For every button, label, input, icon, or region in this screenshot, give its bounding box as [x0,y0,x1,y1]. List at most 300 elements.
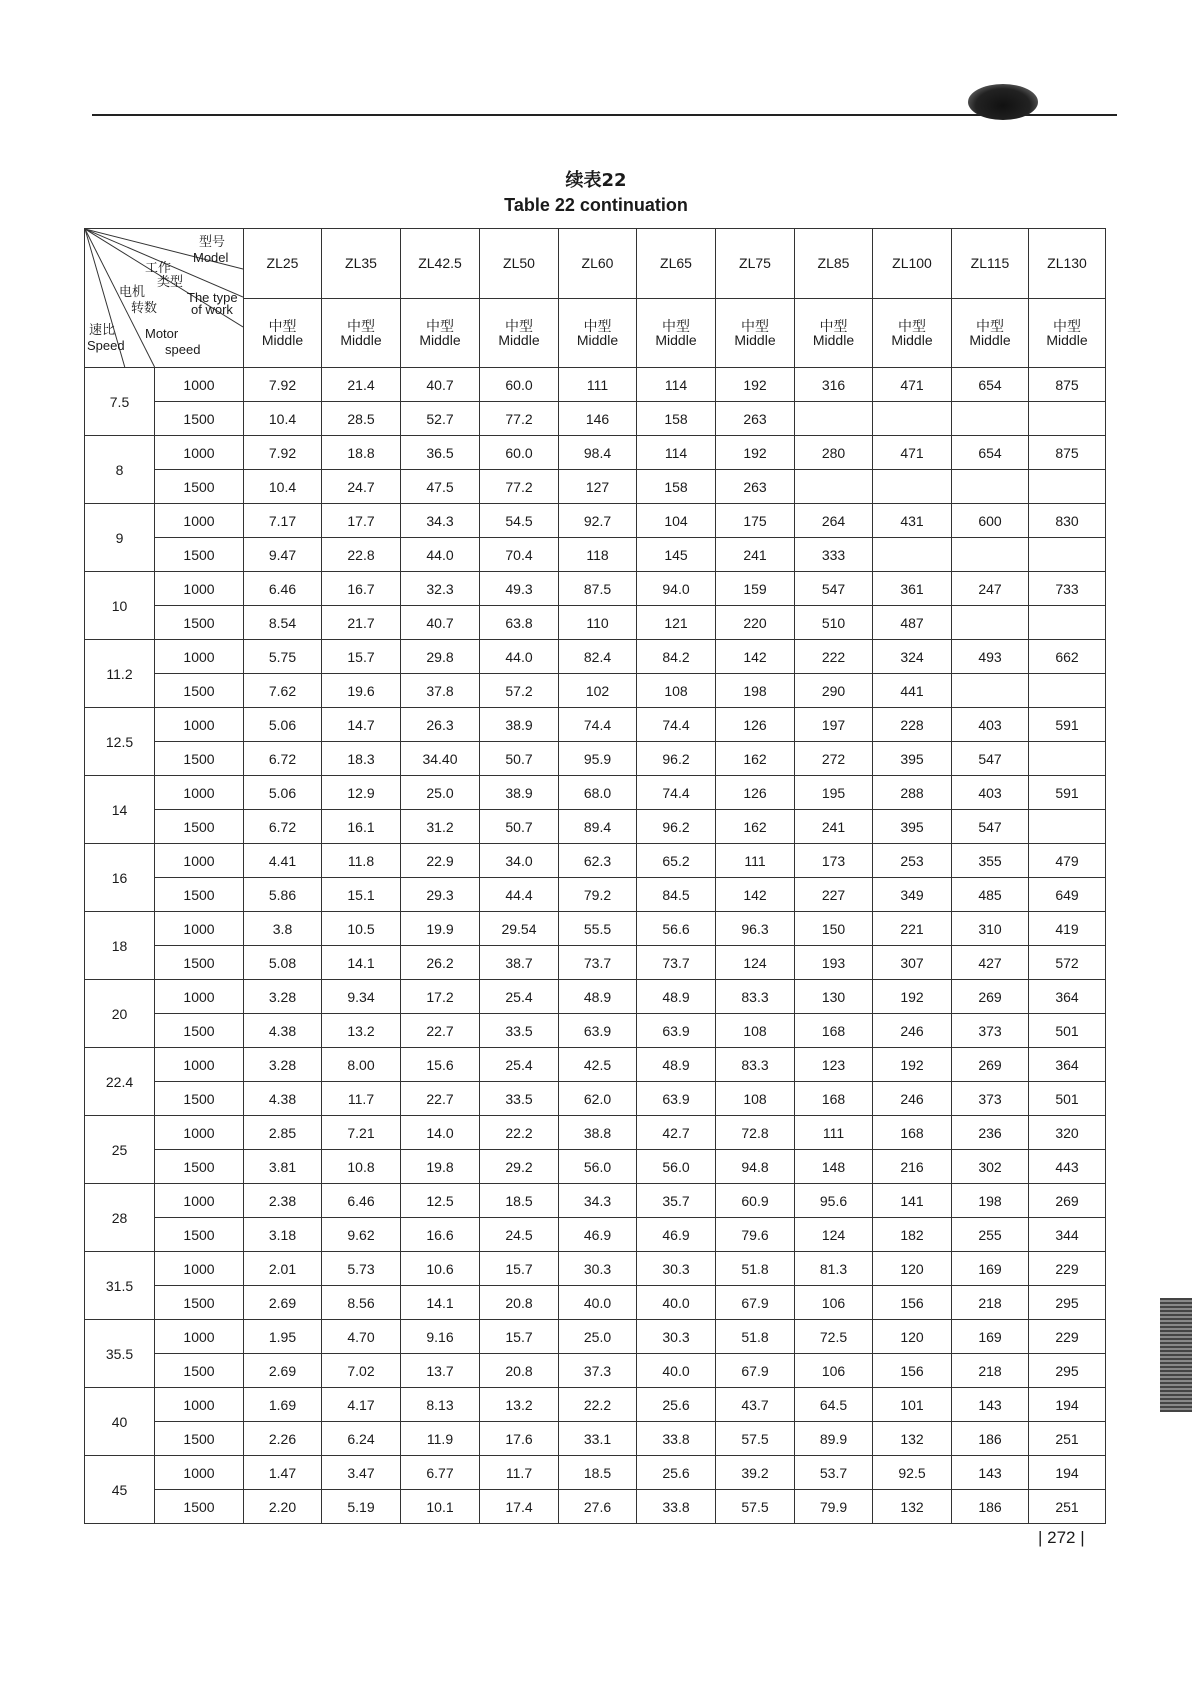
value-cell: 33.1 [559,1422,637,1456]
value-cell: 79.2 [559,878,637,912]
value-cell: 21.4 [322,368,401,402]
value-cell: 92.5 [873,1456,952,1490]
motor-speed-cell: 1000 [155,1456,244,1490]
value-cell: 13.2 [322,1014,401,1048]
value-cell: 120 [873,1320,952,1354]
value-cell: 222 [795,640,873,674]
value-cell: 7.02 [322,1354,401,1388]
table-row [85,606,1106,640]
value-cell: 5.73 [322,1252,401,1286]
value-cell [1029,674,1106,708]
value-cell: 83.3 [716,1048,795,1082]
value-cell: 73.7 [559,946,637,980]
model-header-7: ZL85 [795,229,873,299]
motor-speed-cell: 1500 [155,470,244,504]
table-row [85,572,1106,606]
value-cell: 733 [1029,572,1106,606]
value-cell: 2.26 [244,1422,322,1456]
value-cell: 3.28 [244,1048,322,1082]
value-cell: 2.01 [244,1252,322,1286]
value-cell: 72.8 [716,1116,795,1150]
type-cn: 中型 [347,317,375,334]
table-row [85,946,1106,980]
type-cn: 中型 [426,317,454,334]
value-cell: 198 [952,1184,1029,1218]
value-cell: 101 [873,1388,952,1422]
value-cell: 79.9 [795,1490,873,1524]
value-cell: 20.8 [480,1354,559,1388]
value-cell: 56.6 [637,912,716,946]
ratio-cell: 28 [85,1184,155,1252]
type-cn: 中型 [583,317,612,334]
value-cell: 5.75 [244,640,322,674]
value-cell: 269 [952,1048,1029,1082]
value-cell: 143 [952,1456,1029,1490]
value-cell: 126 [716,708,795,742]
value-cell: 485 [952,878,1029,912]
value-cell: 427 [952,946,1029,980]
value-cell: 264 [795,504,873,538]
value-cell: 30.3 [637,1320,716,1354]
value-cell: 29.54 [480,912,559,946]
value-cell: 65.2 [637,844,716,878]
value-cell: 108 [637,674,716,708]
header-logo-icon [968,84,1038,120]
value-cell: 13.2 [480,1388,559,1422]
value-cell: 30.3 [637,1252,716,1286]
value-cell: 263 [716,402,795,436]
value-cell: 47.5 [401,470,480,504]
table-row [85,1320,1106,1354]
ratio-cell: 11.2 [85,640,155,708]
value-cell: 21.7 [322,606,401,640]
value-cell: 501 [1029,1014,1106,1048]
motor-speed-cell: 1000 [155,1116,244,1150]
value-cell: 22.7 [401,1014,480,1048]
value-cell: 34.3 [401,504,480,538]
value-cell: 11.7 [322,1082,401,1116]
value-cell: 4.41 [244,844,322,878]
value-cell: 48.9 [559,980,637,1014]
value-cell: 114 [637,436,716,470]
model-header-0: ZL25 [244,229,322,299]
value-cell: 4.70 [322,1320,401,1354]
value-cell: 169 [952,1320,1029,1354]
value-cell: 9.16 [401,1320,480,1354]
value-cell: 62.0 [559,1082,637,1116]
value-cell [873,470,952,504]
value-cell [1029,402,1106,436]
value-cell: 53.7 [795,1456,873,1490]
value-cell: 16.1 [322,810,401,844]
value-cell: 79.6 [716,1218,795,1252]
value-cell: 5.19 [322,1490,401,1524]
value-cell: 6.72 [244,810,322,844]
page-number: | 272 | [1038,1528,1085,1547]
value-cell: 51.8 [716,1320,795,1354]
value-cell: 479 [1029,844,1106,878]
table-row [85,1286,1106,1320]
value-cell: 6.24 [322,1422,401,1456]
value-cell: 18.3 [322,742,401,776]
value-cell: 186 [952,1490,1029,1524]
value-cell: 5.06 [244,776,322,810]
motor-speed-cell: 1000 [155,1252,244,1286]
value-cell: 193 [795,946,873,980]
value-cell: 73.7 [637,946,716,980]
value-cell: 42.7 [637,1116,716,1150]
motor-speed-cell: 1000 [155,1048,244,1082]
value-cell: 132 [873,1490,952,1524]
value-cell: 111 [795,1116,873,1150]
value-cell: 1.95 [244,1320,322,1354]
value-cell: 57.5 [716,1422,795,1456]
value-cell [1029,810,1106,844]
value-cell: 124 [795,1218,873,1252]
value-cell: 18.8 [322,436,401,470]
value-cell: 361 [873,572,952,606]
value-cell: 84.5 [637,878,716,912]
motor-speed-cell: 1000 [155,1388,244,1422]
value-cell: 38.8 [559,1116,637,1150]
value-cell: 229 [1029,1320,1106,1354]
value-cell: 197 [795,708,873,742]
value-cell: 216 [873,1150,952,1184]
value-cell: 649 [1029,878,1106,912]
type-header-cell [1029,298,1106,368]
ratio-cell: 10 [85,572,155,640]
value-cell: 56.0 [637,1150,716,1184]
ratio-cell: 18 [85,912,155,980]
value-cell: 12.5 [401,1184,480,1218]
corner-motor-cn1: 电机 [119,284,146,299]
value-cell: 83.3 [716,980,795,1014]
table-row [85,1048,1106,1082]
type-cn: 中型 [505,317,533,334]
value-cell: 95.6 [795,1184,873,1218]
value-cell: 307 [873,946,952,980]
value-cell: 228 [873,708,952,742]
value-cell: 3.81 [244,1150,322,1184]
value-cell: 186 [952,1422,1029,1456]
value-cell: 194 [1029,1456,1106,1490]
type-en: Middle [498,331,540,348]
value-cell: 7.17 [244,504,322,538]
value-cell: 40.0 [559,1286,637,1320]
value-cell: 253 [873,844,952,878]
type-en: Middle [812,331,855,348]
motor-speed-cell: 1500 [155,1354,244,1388]
type-header-cell [244,298,322,368]
value-cell: 168 [795,1014,873,1048]
value-cell: 38.9 [480,776,559,810]
value-cell: 4.38 [244,1014,322,1048]
value-cell: 57.5 [716,1490,795,1524]
value-cell: 3.8 [244,912,322,946]
value-cell: 373 [952,1082,1029,1116]
value-cell: 8.56 [322,1286,401,1320]
value-cell: 7.62 [244,674,322,708]
value-cell: 493 [952,640,1029,674]
value-cell: 142 [716,640,795,674]
value-cell: 17.2 [401,980,480,1014]
value-cell: 110 [559,606,637,640]
model-header-9: ZL115 [952,229,1029,299]
value-cell: 419 [1029,912,1106,946]
table-row [85,1388,1106,1422]
data-table [84,228,1106,1524]
value-cell: 5.86 [244,878,322,912]
value-cell: 5.06 [244,708,322,742]
value-cell: 168 [873,1116,952,1150]
value-cell [1029,470,1106,504]
value-cell: 349 [873,878,952,912]
value-cell: 70.4 [480,538,559,572]
value-cell: 173 [795,844,873,878]
corner-type-en2: of work [191,302,233,317]
value-cell: 14.1 [322,946,401,980]
type-header-cell [480,298,559,368]
value-cell: 87.5 [559,572,637,606]
value-cell: 26.3 [401,708,480,742]
value-cell: 33.5 [480,1082,559,1116]
motor-speed-cell: 1000 [155,572,244,606]
value-cell: 263 [716,470,795,504]
value-cell: 57.2 [480,674,559,708]
value-cell: 16.6 [401,1218,480,1252]
table-row [85,368,1106,402]
table-row [85,436,1106,470]
value-cell: 875 [1029,368,1106,402]
value-cell: 272 [795,742,873,776]
corner-type-en1: The type [187,290,238,305]
value-cell: 431 [873,504,952,538]
value-cell: 1.47 [244,1456,322,1490]
table-row [85,776,1106,810]
ratio-cell: 40 [85,1388,155,1456]
value-cell: 487 [873,606,952,640]
model-header-8: ZL100 [873,229,952,299]
type-header-cell [401,298,480,368]
ratio-cell: 31.5 [85,1252,155,1320]
value-cell: 37.8 [401,674,480,708]
value-cell: 403 [952,776,1029,810]
value-cell: 2.69 [244,1286,322,1320]
value-cell: 18.5 [480,1184,559,1218]
title-chinese: 续表22 [565,170,627,191]
type-cn: 中型 [662,317,690,334]
value-cell: 169 [952,1252,1029,1286]
value-cell: 62.3 [559,844,637,878]
value-cell: 175 [716,504,795,538]
value-cell: 229 [1029,1252,1106,1286]
value-cell: 6.72 [244,742,322,776]
value-cell: 192 [716,368,795,402]
value-cell: 471 [873,368,952,402]
value-cell: 241 [795,810,873,844]
value-cell: 194 [1029,1388,1106,1422]
type-cn: 中型 [898,317,926,334]
value-cell: 218 [952,1354,1029,1388]
value-cell: 32.3 [401,572,480,606]
value-cell: 145 [637,538,716,572]
value-cell: 55.5 [559,912,637,946]
value-cell [1029,606,1106,640]
type-en: Middle [734,331,776,348]
value-cell [873,538,952,572]
value-cell: 33.5 [480,1014,559,1048]
value-cell: 591 [1029,708,1106,742]
corner-model-cn: 型号 [199,234,226,249]
value-cell: 48.9 [637,980,716,1014]
motor-speed-cell: 1500 [155,946,244,980]
value-cell: 10.4 [244,470,322,504]
value-cell: 96.3 [716,912,795,946]
value-cell: 17.4 [480,1490,559,1524]
value-cell: 510 [795,606,873,640]
value-cell [952,470,1029,504]
value-cell: 82.4 [559,640,637,674]
value-cell: 74.4 [637,708,716,742]
value-cell: 355 [952,844,1029,878]
table-row [85,504,1106,538]
value-cell: 10.8 [322,1150,401,1184]
value-cell: 395 [873,742,952,776]
value-cell: 123 [795,1048,873,1082]
value-cell: 10.4 [244,402,322,436]
table-row [85,640,1106,674]
value-cell: 333 [795,538,873,572]
corner-ratio-en: Speed [87,338,125,353]
value-cell: 395 [873,810,952,844]
value-cell [795,402,873,436]
motor-speed-cell: 1500 [155,1286,244,1320]
table-row [85,1490,1106,1524]
value-cell: 40.0 [637,1286,716,1320]
table-row [85,708,1106,742]
value-cell [1029,538,1106,572]
value-cell: 443 [1029,1150,1106,1184]
table-row [85,1150,1106,1184]
value-cell: 46.9 [559,1218,637,1252]
value-cell: 11.8 [322,844,401,878]
value-cell: 156 [873,1354,952,1388]
value-cell: 251 [1029,1490,1106,1524]
value-cell: 95.9 [559,742,637,776]
table-row [85,1116,1106,1150]
value-cell: 26.2 [401,946,480,980]
ratio-cell: 35.5 [85,1320,155,1388]
type-header-cell [952,298,1029,368]
value-cell: 344 [1029,1218,1106,1252]
value-cell: 182 [873,1218,952,1252]
value-cell: 60.0 [480,368,559,402]
value-cell: 60.0 [480,436,559,470]
value-cell: 6.46 [322,1184,401,1218]
motor-speed-cell: 1000 [155,844,244,878]
value-cell: 124 [716,946,795,980]
motor-speed-cell: 1000 [155,1184,244,1218]
value-cell: 14.1 [401,1286,480,1320]
type-header-cell [716,298,795,368]
type-en: Middle [891,331,933,348]
value-cell: 38.7 [480,946,559,980]
value-cell: 63.8 [480,606,559,640]
value-cell: 302 [952,1150,1029,1184]
value-cell: 142 [716,878,795,912]
value-cell: 22.2 [480,1116,559,1150]
value-cell: 290 [795,674,873,708]
value-cell: 94.0 [637,572,716,606]
value-cell: 44.0 [401,538,480,572]
model-header-3: ZL50 [480,229,559,299]
type-header-cell [322,298,401,368]
value-cell: 114 [637,368,716,402]
value-cell: 46.9 [637,1218,716,1252]
type-header-cell [559,298,637,368]
value-cell: 159 [716,572,795,606]
value-cell: 14.7 [322,708,401,742]
value-cell: 269 [952,980,1029,1014]
value-cell: 156 [873,1286,952,1320]
ratio-cell: 25 [85,1116,155,1184]
model-header-5: ZL65 [637,229,716,299]
value-cell: 96.2 [637,742,716,776]
table-row [85,1082,1106,1116]
value-cell: 168 [795,1082,873,1116]
value-cell: 22.2 [559,1388,637,1422]
motor-speed-cell: 1000 [155,436,244,470]
value-cell: 120 [873,1252,952,1286]
value-cell: 22.8 [322,538,401,572]
motor-speed-cell: 1500 [155,1082,244,1116]
value-cell: 34.40 [401,742,480,776]
motor-speed-cell: 1000 [155,368,244,402]
value-cell: 40.0 [637,1354,716,1388]
value-cell: 246 [873,1082,952,1116]
value-cell: 3.28 [244,980,322,1014]
value-cell: 320 [1029,1116,1106,1150]
type-en: Middle [261,331,304,348]
ratio-cell: 7.5 [85,368,155,436]
value-cell: 251 [1029,1422,1106,1456]
value-cell: 2.38 [244,1184,322,1218]
value-cell: 44.0 [480,640,559,674]
value-cell: 84.2 [637,640,716,674]
value-cell: 2.85 [244,1116,322,1150]
table-row [85,674,1106,708]
value-cell: 403 [952,708,1029,742]
value-cell: 218 [952,1286,1029,1320]
value-cell: 471 [873,436,952,470]
value-cell: 19.6 [322,674,401,708]
value-cell: 67.9 [716,1354,795,1388]
value-cell: 30.3 [559,1252,637,1286]
value-cell: 150 [795,912,873,946]
value-cell: 654 [952,368,1029,402]
ratio-cell: 14 [85,776,155,844]
motor-speed-cell: 1000 [155,504,244,538]
value-cell: 875 [1029,436,1106,470]
table-row [85,1456,1106,1490]
value-cell: 10.6 [401,1252,480,1286]
value-cell: 10.1 [401,1490,480,1524]
value-cell: 141 [873,1184,952,1218]
model-header-1: ZL35 [322,229,401,299]
value-cell: 127 [559,470,637,504]
value-cell: 547 [952,810,1029,844]
motor-speed-cell: 1500 [155,1218,244,1252]
